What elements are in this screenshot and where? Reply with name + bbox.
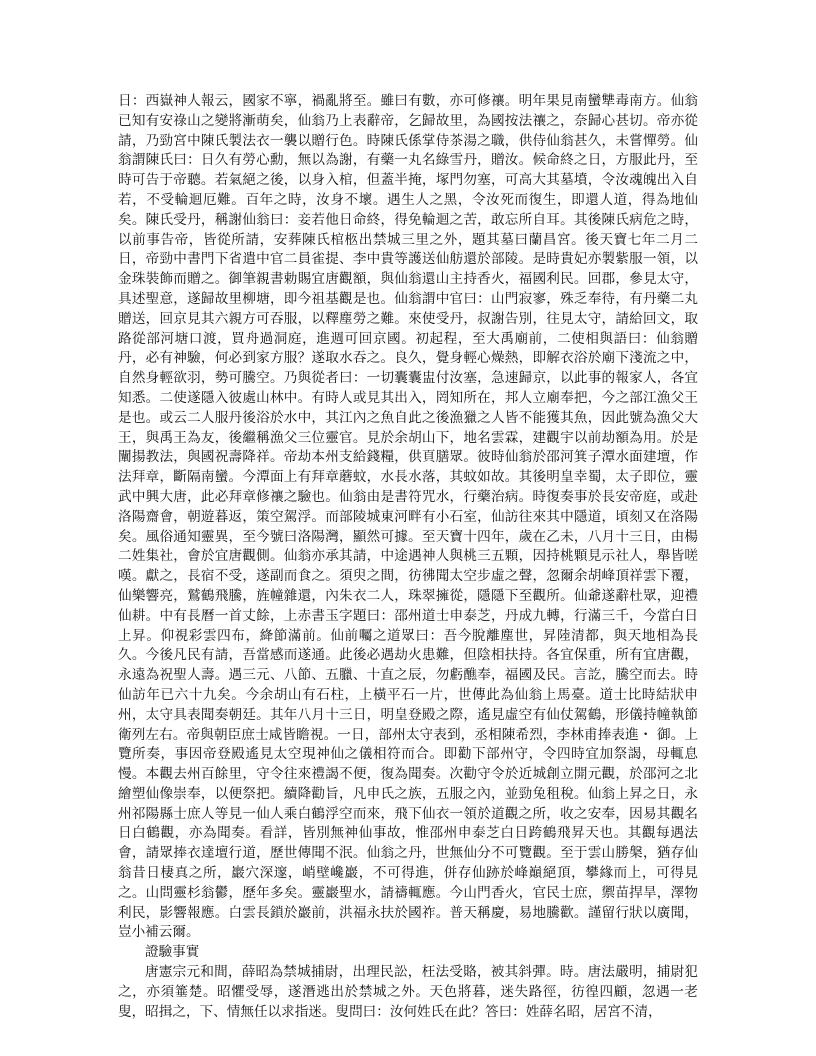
body-paragraph: 唐憲宗元和間，薛昭為禁城捕尉，出理民訟，枉法受賂，被其斜彈。時。唐法嚴明，捕尉犯之，亦須箠楚。昭懼受辱，遂潛逃出於禁城之外。天色將暮，迷失路徑，彷徨四顧，忽遇一老叟，昭揖之，下、情無任以求指迷。叟問曰：汝何姓氏在此？答曰：姓薛名昭，居宮不清，	[118, 964, 698, 1020]
section-heading: 證驗事實	[145, 944, 200, 961]
body-paragraph: 日：西嶽神人報云，國家不寧，禍亂將至。雖曰有數，亦可修禳。明年果見南蠻犨毒南方。仙翁已知有安祿山之變將漸萌矣，仙翁乃上表辭帝，乞歸故里，為國按法禳之，奈歸心甚切。帝亦從請，乃勁宮中陳氏製法衣一襲以贈行色。時陳氏係掌侍茶湯之職，供侍仙翁甚久，未嘗憚勞。仙翁謂陳氏曰：日久有勞心勳，無以為謝，有藥一丸名綠雪丹，贈汝。候命終之日，方服此丹，至時可告于帝聽。若氣絕之後，以身入棺，但蓋半掩，塚門勿塞，可高大其墓墳，令汝魂魄出入自若，不受輪迴厄難。百年之時，汝身不壞。遇生人之黑，令汝死而復生，即還人道，得為地仙矣。陳氏受丹，稱謝仙翁曰：妾若他日命終，得免輪迴之苦，敢忘所自耳。其後陳氏病危之時，以前事告帝，皆從所請，安葬陳氏棺柩出禁城三里之外，題其墓曰蘭昌宮。後天寶七年二月二日，帝勁中書門下省遣中官二員雀提、李中貴等護送仙舫還於部陵。是時貴妃亦製紫服一領，以金珠裝飾而贈之。御筆親書勅賜宜唐觀額，與仙翁還山主持香火，福國利民。回郡，參見太守，具述聖意，遂歸故里柳塘，即今祖基觀是也。仙翁謂中官曰：山門寂寥，殊乏奉待，有丹藥二丸贈送，回京見其六親方可吞服，以釋塵勞之難。來使受丹，叔謝告別，往見太守，請給回文，取路從部河塘口渡，買舟過洞庭，進週可回京國。初起程，至大禹廟前，二使相與語曰：仙翁贈丹，必有神驗，何必到家方服？遂取水吞之。良久，覺身輕心燥熱，即解衣浴於廟下淺流之中，自然身輕欲羽，勢可騰空。乃與從者曰：一切囊囊盅付汝塞，急速歸京，以此事的報家人，各宜知悉。二使遂隱入彼處山林中。有時人或見其出入，罔知所在，邦人立廟奉把，今之部江漁父王是也。或云二人服丹後浴於水中，其江內之魚自此之後漁獵之人皆不能獲其魚，因此號為漁父大王，與禹王為友，後繼稱漁父三位靈官。見於余胡山下，地名雲霖，建觀宇以前劫額為用。於是闡揚教法，與國祝壽降祥。帝劫本州支給錢糧，供頁膳眾。彼時仙翁於邵河箕子潭水面建壇，作法拜章，斷隔南蠻。今潭面上有拜章蘑蚊，水長水落，其蚊如故。其後明皇幸蜀，太子即位，靈武中興大唐，此必拜章修禳之驗也。仙翁由是書符咒水，行藥治病。時復奏事於長安帝庭，或赴洛陽齋會，朝遊暮返，策空駕浮。而部陵城東河畔有小石室，仙訪往來其中隱道，頃刻又在洛陽矣。風俗通知靈異，至今號曰洛陽灣，顯然可據。至天寶十四年，歲在乙未，八月十三日，由楊二姓集社，會於宜唐觀側。仙翁亦承其請，中途遇神人與桃三五顆，因持桃顆見示社人，舉皆嗟嘆。獻之，長宿不受，遂副而食之。須臾之間，彷彿聞太空步虛之聲，忽爾余胡峰頂祥雲下覆，仙樂響亮，鷲鶴飛騰，旌幢雜還，內朱衣二人，珠翠擁從，隱隱下至觀所。仙爺遂辭杜眾，迎禮仙耕。中有長曆一首丈餘，上赤書玉字題曰：邵州道士申泰芝，丹成九轉，行滿三千，今當白日上昇。仰視彩雲四布，絳節滿前。仙前囑之道眾曰：吾今脫離塵世，昇陸清都，與天地相為長久。今後凡民有請，吾當感而遂通。此後必遇劫火患難，但陰相扶持。各宜保重，所有宜唐觀，永遠為祝聖人壽。遇三元、八節、五臘、十直之辰，勿虧醮奉，福國及民。言訖，騰空而去。時仙訪年已六十九矣。今余胡山有石柱，上橫平石一片，世傳此為仙翁上馬臺。道士比時結狀申州，太守具表聞奏朝廷。其年八月十三日，明皇登殿之際，遙見虛空有仙仗駕鶴，形儀持幢執節衛列左右。帝與朝臣庶士咸皆瞻視。一日，部州太守表到，丞相陳希烈，李林甫捧表進・ 御。上覽所奏，事因帝登殿遙見太空現神仙之儀相符而合。即勸下部州守，令四時宜加祭謁，母輒息慢。本觀去州百餘里，守令往來禮謁不便，復為聞奏。次勸守令於近城創立開元觀，於邵河之北繪塑仙像崇奉，以便祭把。續降勸旨，凡申氏之族，五服之內，並勁兔租稅。仙翁上昇之日，永州祁陽縣士庶人等見一仙人乘白鶴浮空而來，飛下仙衣一領於道觀之所，收之安奉，因易其觀名日白鶴觀，亦為聞奏。看詳，皆別無神仙事故，惟邵州申泰芝白日跨鶴飛昇天也。其觀每遇法會，請眾捧衣達壇行道，歷世傳聞不泯。仙翁之丹，世無仙分不可覽觀。至于雲山勝槃，猶存仙翁昔日棲真之所，巖穴深邃，峭壁巉巖，不可得進，併存仙跡於峰巔絕頂，攀緣而上，可得見之。山問靈杉翁鬱，歷年多矣。靈巖聖水，請禱輒應。今山門香火，官民士庶，禦苗捍旱，澤物利民，影響報應。白雲長鎖於巖前，洪福永扶於國祚。普天稱慶，易地騰歡。謹留行狀以廣聞，豈小補云爾。	[118, 93, 698, 941]
document-body	[118, 92, 698, 1022]
